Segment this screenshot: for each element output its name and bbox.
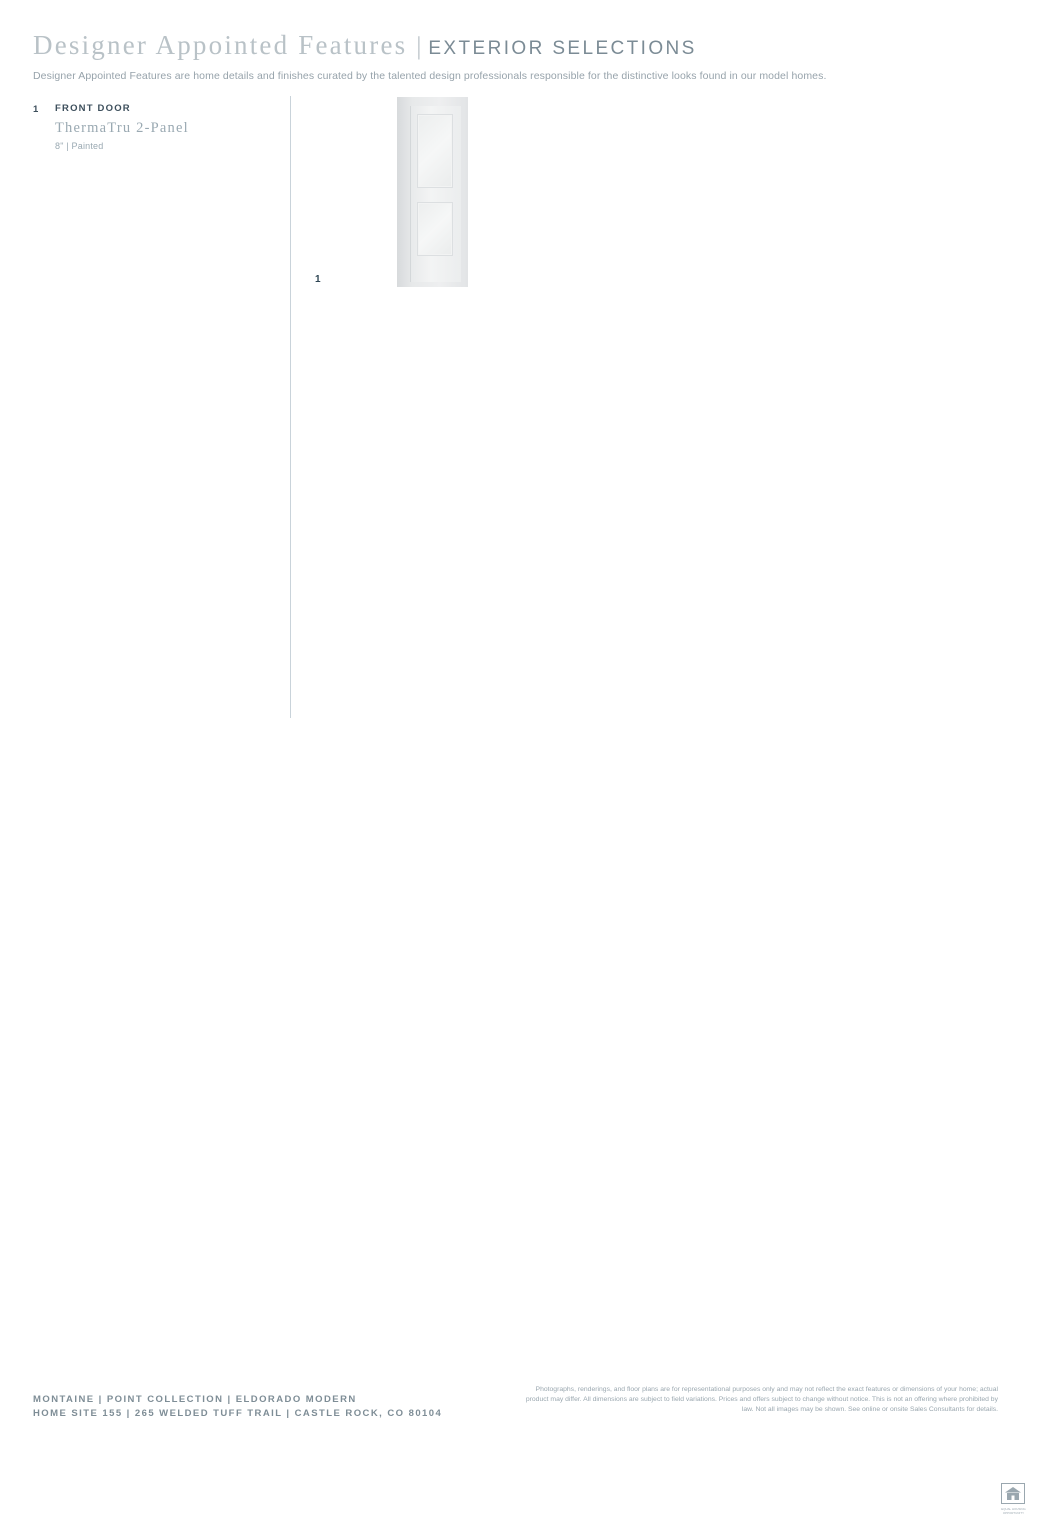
equal-housing-opportunity-icon: [1001, 1483, 1025, 1507]
item-product-name: ThermaTru 2-Panel: [55, 120, 189, 136]
item-body: [55, 103, 273, 151]
page-footer: [0, 725, 1055, 1515]
front-door-image: [397, 97, 468, 287]
list-item: [33, 103, 273, 151]
vertical-divider: [290, 96, 291, 718]
image-number-label: 1: [315, 274, 321, 285]
item-detail: 8" | Painted: [55, 141, 104, 151]
door-panel-top: [417, 114, 453, 188]
content-area: [0, 96, 1055, 721]
equal-housing-opportunity-caption: EQUAL HOUSING OPPORTUNITY: [1001, 1507, 1026, 1515]
image-area: [310, 96, 1010, 716]
page-header: [33, 30, 1023, 82]
page-title-sub: EXTERIOR SELECTIONS: [428, 38, 697, 59]
door-panel-bottom: [417, 202, 453, 256]
page-subtitle: Designer Appointed Features are home details and finishes curated by the talented design professionals responsible for the distinctive looks found in our model homes.: [33, 70, 827, 82]
footer-disclaimer: Photographs, renderings, and floor plans are for representational purposes only and may not reflect the exact features or dimensions of your home; actual product may differ. All dimensions are subject to field variations. Prices and offers subject to change without notice. This is not an offering where prohibited by law. Not all images may be shown. See online or onsite Sales Consultants for details.: [525, 1386, 998, 1413]
footer-community-info: [33, 1393, 442, 1421]
page-title-main: Designer Appointed Features: [33, 30, 408, 60]
page-title-separator: |: [416, 33, 422, 60]
item-number: 1: [33, 104, 39, 115]
door-slab: [410, 106, 461, 282]
item-category: FRONT DOOR: [55, 103, 131, 114]
footer-community-line: MONTAINE | POINT COLLECTION | ELDORADO MODERN: [33, 1394, 357, 1405]
page-title: [33, 30, 1023, 61]
selection-list: [33, 103, 273, 151]
footer-address-line: HOME SITE 155 | 265 WELDED TUFF TRAIL | CASTLE ROCK, CO 80104: [33, 1408, 443, 1419]
